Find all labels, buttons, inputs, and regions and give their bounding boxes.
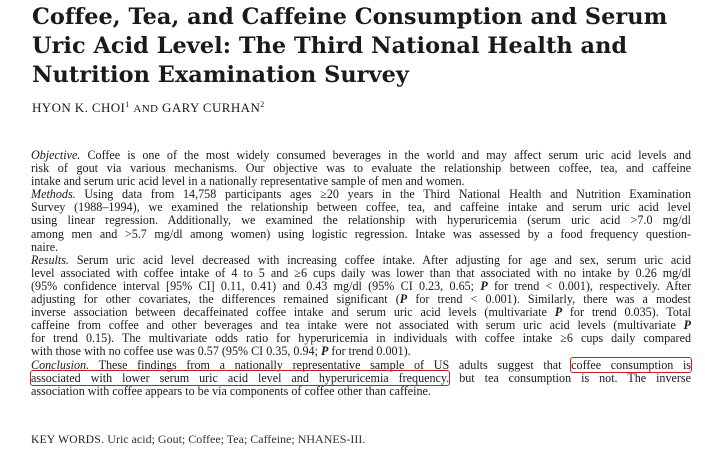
conclusion-line-3: association with coffee appears to be via components of coffee other than caffeine. (31, 383, 431, 398)
keywords (31, 432, 365, 447)
results-line-3: (95% confidence interval [95% CI] 0.11, 0.41) and 0.43 mg/dl (95% CI 0.23, 0.65; P for trend < 0.001), respectively. After (31, 278, 692, 293)
author-1-affiliation: 1 (125, 100, 130, 109)
keywords-value: Uric acid; Gout; Coffee; Tea; Caffeine; NHANES-III. (107, 432, 366, 446)
title-line-1: Coffee, Tea, and Caffeine Consumption and Serum (32, 4, 668, 30)
objective-line-1: Objective. Coffee is one of the most widely consumed beverages in the world and may affect serum uric acid levels and (31, 148, 691, 162)
methods-line-1: Methods. Using data from 14,758 participants ages ≥20 years in the Third National Health and Nutrition Examination (31, 187, 692, 202)
paper-title (32, 3, 702, 90)
results-line-7: for trend 0.15). The multivariate odds ratio for hyperuricemia in individuals with coffee intake ≥6 cups daily compared (31, 331, 691, 346)
methods-label: Methods. (31, 187, 76, 202)
methods-line-4: among men and >5.7 mg/dl among women) using logistic regression. Intake was assessed by a food frequency question- (31, 226, 691, 241)
keywords-label: KEY WORDS. (31, 434, 105, 446)
results-label: Results. (31, 252, 69, 267)
author-2-affiliation: 2 (260, 100, 265, 109)
title-line-2: Uric Acid Level: The Third National Health and (32, 33, 628, 59)
author-2: GARY CURHAN (162, 100, 261, 115)
results-line-2: level associated with coffee intake of 4 to 5 and ≥6 cups daily was lower than that associated with no intake by 0.26 mg/dl (31, 265, 691, 280)
conclusion-line-1: Conclusion. These findings from a nationally representative sample of US adults suggest that coffee consumption is (31, 357, 692, 372)
results-line-1: Results. Serum uric acid level decreased with increasing coffee intake. After adjusting for age and sex, serum uric acid (31, 252, 691, 267)
methods-line-3: using linear regression. Additionally, we examined the relationship with hyperuricemia (serum uric acid >7.0 mg/dl (31, 213, 691, 228)
objective-line-2: risk of gout via various mechanisms. Our objective was to evaluate the relationship between coffee, tea, and caffeine (31, 161, 691, 176)
methods-line-2: Survey (1988–1994), we examined the relationship between coffee, tea, and caffeine intake and serum uric acid level (31, 200, 691, 215)
objective-label: Objective. (31, 148, 81, 162)
results-line-4: adjusting for other covariates, the differences remained significant (P for trend < 0.001). Similarly, there was a modest (31, 292, 691, 307)
author-conjunction: AND (133, 103, 159, 115)
methods-line-5: naire. (31, 239, 59, 254)
objective-line-3: intake and serum uric acid level in a nationally representative sample of men and women. (31, 174, 465, 189)
author-list (32, 100, 265, 116)
results-line-6: caffeine from coffee and other beverages and tea intake were not associated with serum uric acid levels (multivariate P (31, 318, 692, 333)
abstract (31, 149, 691, 398)
highlight-box-part-1: coffee consumption is (571, 357, 692, 372)
conclusion-line-2: associated with lower serum uric acid level and hyperuricemia frequency. but tea consumption is not. The inverse (31, 370, 691, 385)
author-1: HYON K. CHOI (32, 100, 126, 115)
title-line-3: Nutrition Examination Survey (32, 62, 409, 88)
results-line-5: inverse association between decaffeinated coffee intake and serum uric acid levels (multivariate P for trend 0.035). Total (31, 305, 691, 320)
highlight-box-part-2: associated with lower serum uric acid level and hyperuricemia frequency. (31, 370, 450, 385)
results-line-8: with those with no coffee use was 0.57 (95% CI 0.35, 0.94; P for trend 0.001). (31, 344, 411, 359)
conclusion-label: Conclusion. (31, 357, 90, 372)
